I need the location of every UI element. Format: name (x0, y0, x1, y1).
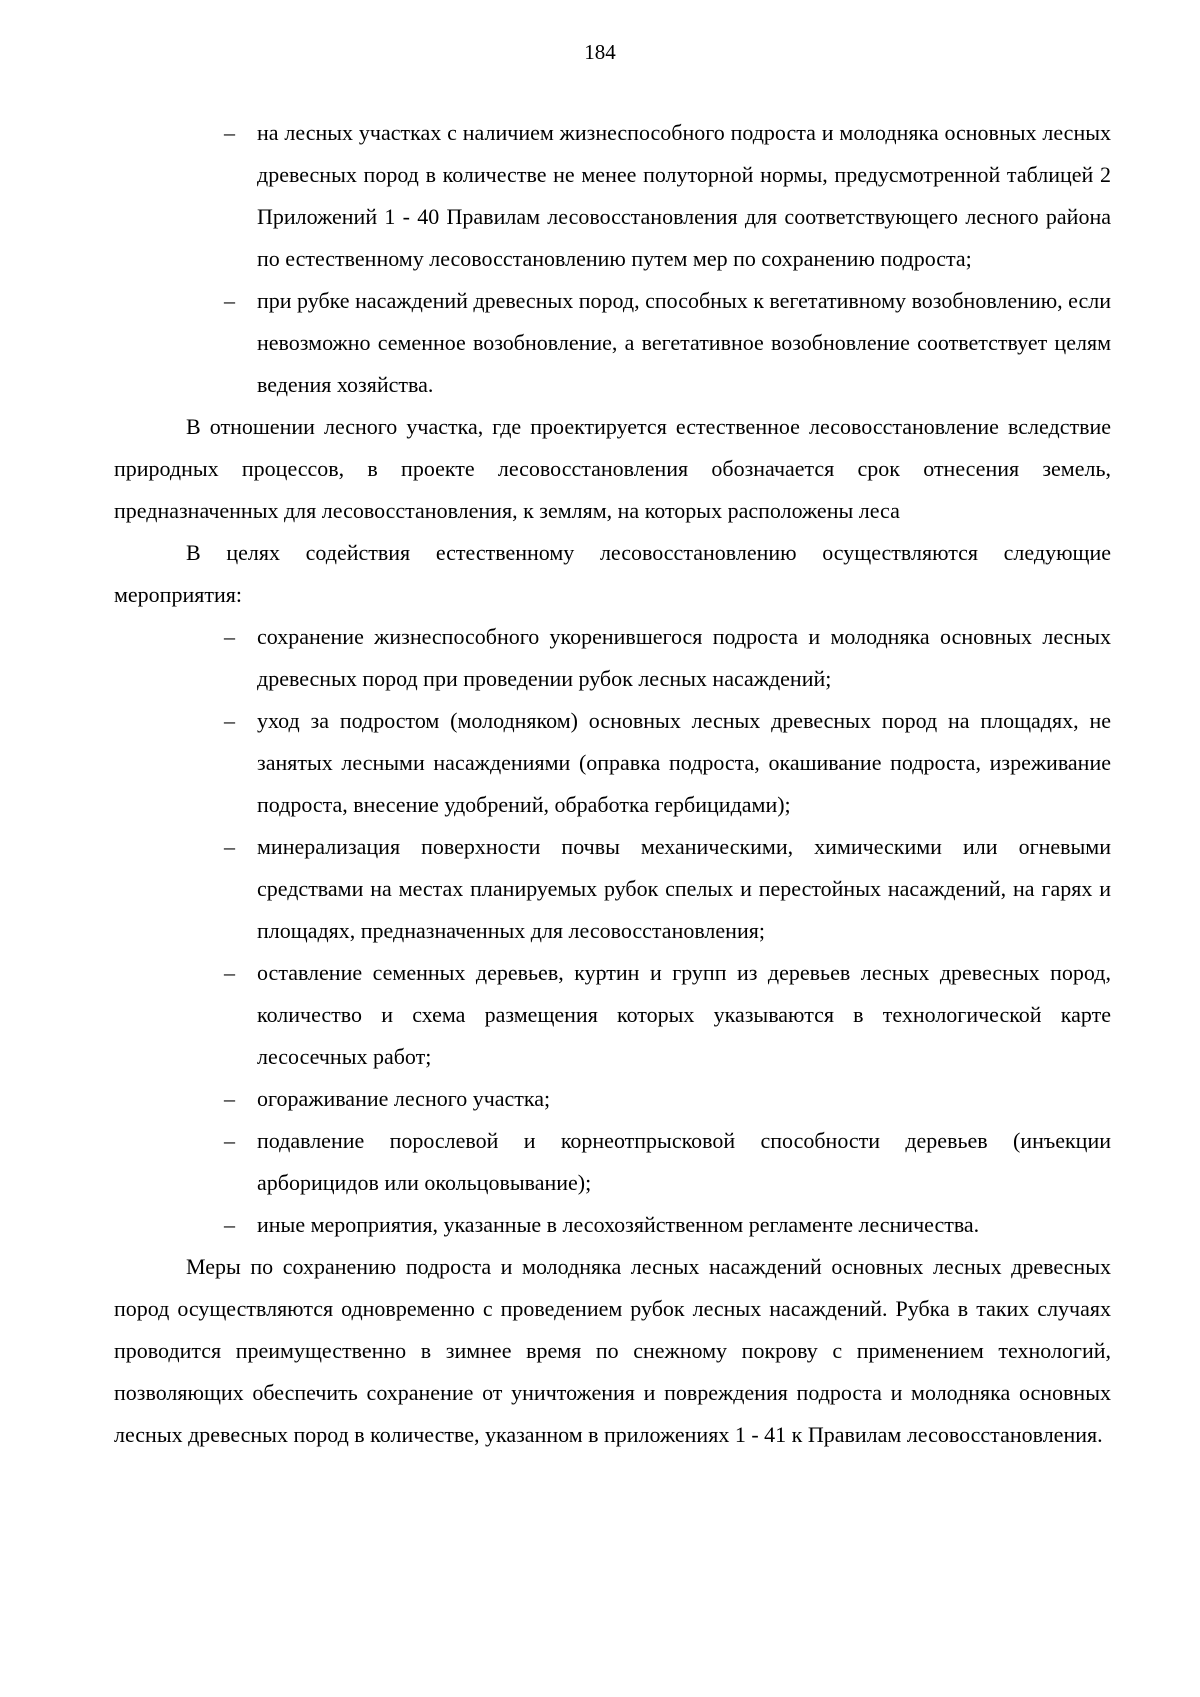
list-item-text: огораживание лесного участка; (257, 1086, 551, 1111)
dash-marker: – (224, 1212, 235, 1237)
list-item (114, 826, 1111, 952)
list-item (114, 952, 1111, 1078)
list-item-text: сохранение жизнеспособного укоренившегося подроста и молодняка основных лесных древесных пород при проведении рубок лесных насаждений; (257, 624, 1111, 691)
list-item (114, 112, 1111, 280)
dash-marker: – (224, 960, 235, 985)
list-item (114, 280, 1111, 406)
list-item (114, 1078, 1111, 1120)
document-body (114, 112, 1111, 1456)
list-item (114, 1120, 1111, 1204)
dash-marker: – (224, 1086, 235, 1111)
dash-marker: – (224, 120, 235, 145)
dash-marker: – (224, 708, 235, 733)
list-measures (114, 616, 1111, 1246)
dash-marker: – (224, 834, 235, 859)
list-item (114, 700, 1111, 826)
dash-marker: – (224, 624, 235, 649)
dash-marker: – (224, 288, 235, 313)
paragraph-preservation-measures: Меры по сохранению подроста и молодняка лесных насаждений основных лесных древесных пород осуществляются одновременно с проведением рубок лесных насаждений. Рубка в таких случаях проводится преимущественно в зимнее время по снежному покрову с применением технологий, позволяющих обеспечить сохранение от уничтожения и повреждения подроста и молодняка основных лесных древесных пород в количестве, указанном в приложениях 1 - 41 к Правилам лесовосстановления. (114, 1254, 1111, 1447)
list-regeneration-conditions (114, 112, 1111, 406)
list-item-text: подавление порослевой и корнеотпрысковой способности деревьев (инъекции арборицидов или окольцовывание); (257, 1128, 1111, 1195)
list-item-text: при рубке насаждений древесных пород, способных к вегетативному возобновлению, если невозможно семенное возобновление, а вегетативное возобновление соответствует целям ведения хозяйства. (257, 288, 1111, 397)
list-item (114, 1204, 1111, 1246)
paragraph-measures-intro: В целях содействия естественному лесовосстановлению осуществляются следующие мероприятия: (114, 540, 1111, 607)
list-item-text: минерализация поверхности почвы механическими, химическими или огневыми средствами на местах планируемых рубок спелых и перестойных насаждений, на гарях и площадях, предназначенных для лесовосстановления; (257, 834, 1111, 943)
list-item (114, 616, 1111, 700)
list-item-text: оставление семенных деревьев, куртин и групп из деревьев лесных древесных пород, количество и схема размещения которых указываются в технологической карте лесосечных работ; (257, 960, 1111, 1069)
paragraph-natural-processes: В отношении лесного участка, где проектируется естественное лесовосстановление вследствие природных процессов, в проекте лесовосстановления обозначается срок отнесения земель, предназначенных для лесовосстановления, к землям, на которых расположены леса (114, 414, 1111, 523)
list-item-text: уход за подростом (молодняком) основных лесных древесных пород на площадях, не занятых лесными насаждениями (оправка подроста, окашивание подроста, изреживание подроста, внесение удобрений, обработка гербицидами); (257, 708, 1111, 817)
page-number: 184 (584, 40, 616, 64)
list-item-text: на лесных участках с наличием жизнеспособного подроста и молодняка основных лесных древесных пород в количестве не менее полуторной нормы, предусмотренной таблицей 2 Приложений 1 - 40 Правилам лесовосстановления для соответствующего лесного района по естественному лесовосстановлению путем мер по сохранению подроста; (257, 120, 1111, 271)
list-item-text: иные мероприятия, указанные в лесохозяйственном регламенте лесничества. (257, 1212, 980, 1237)
dash-marker: – (224, 1128, 235, 1153)
